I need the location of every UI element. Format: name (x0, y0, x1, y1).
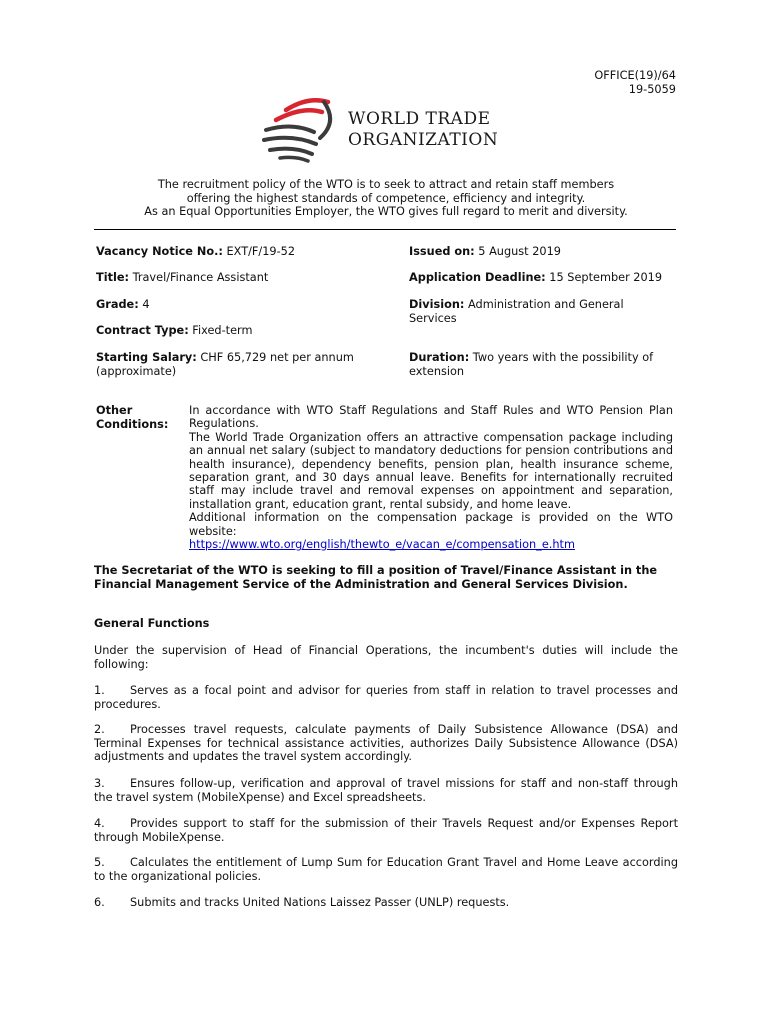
contract-type-field (96, 324, 253, 338)
function-item-5 (94, 856, 678, 883)
salary-value: CHF 65,729 net per annum (196, 351, 354, 364)
other-conditions-text (189, 404, 673, 551)
document-reference (594, 69, 676, 97)
division-value: Administration and General (464, 298, 624, 311)
function-item-text: Provides support to staff for the submission of their Travels Request and/or Expenses Report through MobileXpense. (94, 817, 678, 844)
grade-value: 4 (138, 298, 150, 311)
logo-text-line-1: WORLD TRADE (348, 109, 491, 129)
contract-label: Contract Type: (96, 324, 189, 337)
position-headline: The Secretariat of the WTO is seeking to fill a position of Travel/Finance Assistant in the Financial Management Service of the Administration and General Services Division. (94, 564, 658, 591)
deadline-field (409, 271, 662, 285)
duration-field (409, 351, 653, 378)
other-label-line-2: Conditions: (96, 417, 169, 431)
function-item-number: 4. (94, 817, 105, 830)
wto-emblem-icon (258, 92, 348, 164)
issued-label: Issued on: (409, 245, 475, 258)
function-item-text: Submits and tracks United Nations Laissez Passer (UNLP) requests. (130, 896, 510, 909)
vacancy-value: EXT/F/19-52 (222, 245, 296, 258)
division-label: Division: (409, 298, 465, 311)
function-item-number: 5. (94, 856, 105, 869)
function-item-text: Serves as a focal point and advisor for queries from staff in relation to travel processes and procedures. (94, 684, 678, 711)
duration-value-2: extension (409, 364, 465, 378)
title-value: Travel/Finance Assistant (129, 271, 269, 284)
function-item-1 (94, 684, 678, 711)
other-conditions-label (96, 404, 168, 431)
title-field (96, 271, 268, 285)
grade-label: Grade: (96, 298, 139, 311)
function-item-number: 3. (94, 777, 105, 790)
vacancy-notice-field (96, 245, 295, 259)
duration-label: Duration: (409, 351, 470, 364)
contract-value: Fixed-term (188, 324, 253, 337)
divider (94, 229, 676, 230)
deadline-label: Application Deadline: (409, 271, 546, 284)
division-value-2: Services (409, 311, 457, 325)
function-item-2 (94, 723, 678, 764)
salary-value-2: (approximate) (96, 364, 177, 378)
policy-line-1: The recruitment policy of the WTO is to seek to attract and retain staff members (157, 178, 615, 191)
policy-line-3: As an Equal Opportunities Employer, the WTO gives full regard to merit and diversity. (144, 205, 628, 218)
other-conditions-para-3: Additional information on the compensation package is provided on the WTO website: (189, 511, 673, 538)
recruitment-policy (96, 178, 676, 219)
grade-field (96, 298, 150, 312)
wto-logo (258, 92, 518, 164)
function-item-number: 1. (94, 684, 105, 697)
general-functions-title: General Functions (94, 617, 210, 630)
function-item-4 (94, 817, 678, 844)
reference-line-2: 19-5059 (628, 83, 676, 96)
compensation-link[interactable]: https://www.wto.org/english/thewto_e/vacan_e/compensation_e.htm (189, 538, 575, 552)
function-item-number: 6. (94, 896, 105, 909)
logo-text-line-2: ORGANIZATION (348, 130, 499, 150)
function-item-number: 2. (94, 723, 105, 736)
function-item-text: Processes travel requests, calculate payments of Daily Subsistence Allowance (DSA) and Terminal Expenses for technical assistance activities, authorizes Daily Subsistence Allowance (DSA) adjustments and updates the travel system accordingly. (94, 723, 678, 763)
vacancy-label: Vacancy Notice No.: (96, 245, 223, 258)
starting-salary-field (96, 351, 354, 378)
function-item-3 (94, 777, 678, 804)
other-label-line-1: Other (96, 404, 133, 417)
deadline-value: 15 September 2019 (545, 271, 663, 284)
reference-line-1: OFFICE(19)/64 (594, 69, 676, 82)
function-item-6 (94, 896, 678, 910)
issued-value: 5 August 2019 (474, 245, 561, 258)
function-item-text: Ensures follow-up, verification and approval of travel missions for staff and non-staff through the travel system (MobileXpense) and Excel spreadsheets. (94, 777, 678, 804)
title-label: Title: (96, 271, 130, 284)
function-item-text: Calculates the entitlement of Lump Sum for Education Grant Travel and Home Leave according to the organizational policies. (94, 856, 678, 883)
salary-label: Starting Salary: (96, 351, 197, 364)
policy-line-2: offering the highest standards of competence, efficiency and integrity. (186, 191, 586, 205)
other-conditions-para-1: In accordance with WTO Staff Regulations and Staff Rules and WTO Pension Plan Regulations. (189, 404, 673, 431)
other-conditions-para-2: The World Trade Organization offers an attractive compensation package including an annual net salary (subject to mandatory deductions for pension contributions and health insurance), dependency benefits, pension plan, health insurance scheme, separation grant, and 30 days annual leave. Benefits for internationally recruited staff may include travel and removal expenses on appointment and separation, installation grant, education grant, rental subsidy, and home leave. (189, 430, 673, 511)
issued-on-field (409, 245, 561, 259)
duration-value: Two years with the possibility of (469, 351, 654, 364)
general-functions-intro: Under the supervision of Head of Financial Operations, the incumbent's duties will include the following: (94, 644, 678, 671)
division-field (409, 298, 624, 325)
